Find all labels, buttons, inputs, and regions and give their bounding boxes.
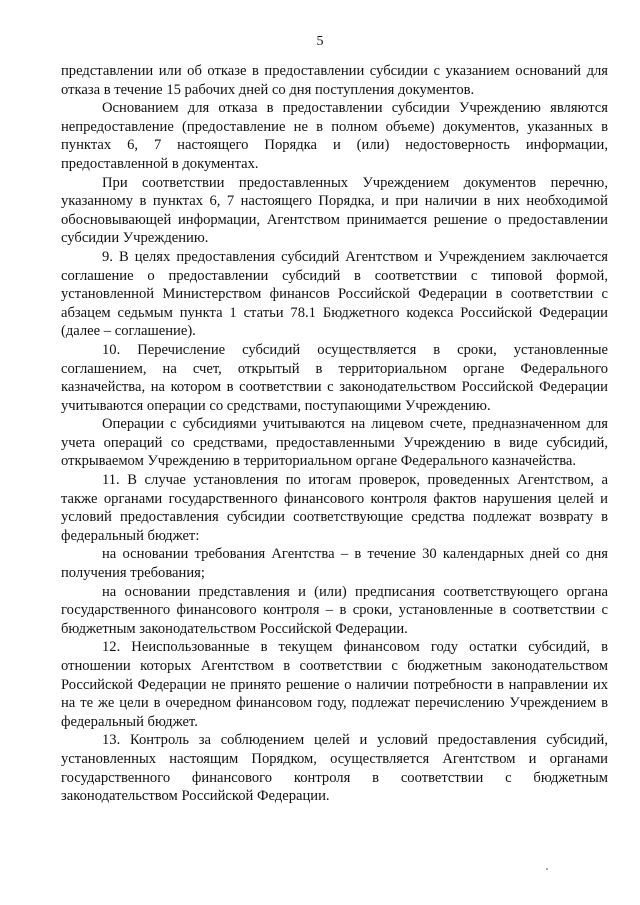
paragraph-item-11: 11. В случае установления по итогам проверок, проведенных Агентством, а также органами государственного финансового контроля фактов нарушения целей и условий предоставления субсидии соответствующие средства подлежат возврату в федеральный бюджет: bbox=[61, 472, 608, 544]
paragraph-grant-decision: При соответствии предоставленных Учреждением документов перечню, указанному в пунктах 6, 7 настоящего Порядка, и при наличии в них необходимой обосновывающей информации, Агентством принимается решение о предоставлении субсидии Учреждению. bbox=[61, 174, 608, 247]
paragraph-account-operations: Операции с субсидиями учитываются на лицевом счете, предназначенном для учета операций со средствами, предоставленными Учреждению в виде субсидий, открываемом Учреждению в территориальном органе Федерального казначейства. bbox=[61, 416, 608, 470]
paragraph-item-13: 13. Контроль за соблюдением целей и условий предоставления субсидий, установленных настоящим Порядком, осуществляется Агентством и органами государственного финансового контроля в соответствии с бюджетным законодательством Российской Федерации. bbox=[61, 732, 608, 805]
paragraph-item-9: 9. В целях предоставления субсидий Агентством и Учреждением заключается соглашение о предоставлении субсидий в соответствии с типовой формой, установленной Министерством финансов Российской Федерации в соответствии с абзацем седьмым пункта 1 статьи 78.1 Бюджетного кодекса Российской Федерации (далее – соглашение). bbox=[61, 248, 608, 340]
paragraph-continuation: представлении или об отказе в предоставлении субсидии с указанием оснований для отказа в течение 15 рабочих дней со дня поступления документов. bbox=[61, 63, 608, 98]
page-number: 5 bbox=[316, 34, 324, 49]
paragraph-item-10: 10. Перечисление субсидий осуществляется в сроки, установленные соглашением, на счет, открытый в территориальном органе Федерального казначейства, на котором в соответствии с законодательством Российской Федерации учитываются операции со средствами, поступающими Учреждению. bbox=[61, 341, 608, 414]
paragraph-refusal-grounds: Основанием для отказа в предоставлении субсидии Учреждению являются непредоставление (предоставление не в полном объеме) документов, указанных в пунктах 6, 7 настоящего Порядка и (или) недостоверность информации, предоставленной в документах. bbox=[61, 100, 608, 172]
paragraph-control-order: на основании представления и (или) предписания соответствующего органа государственного финансового контроля – в сроки, установленные в соответствии с бюджетным законодательством Российской Федерации. bbox=[61, 583, 608, 637]
paragraph-item-12: 12. Неиспользованные в текущем финансовом году остатки субсидий, в отношении которых Агентством в соответствии с бюджетным законодательством Российской Федерации не принято решение о наличии потребности в направлении их на те же цели в очередном финансовом году, подлежат перечислению Учреждением в федеральный бюджет. bbox=[61, 639, 608, 730]
scan-mark bbox=[546, 868, 548, 870]
document-body bbox=[61, 62, 608, 806]
paragraph-agency-requirement: на основании требования Агентства – в течение 30 календарных дней со дня получения требования; bbox=[61, 546, 608, 582]
